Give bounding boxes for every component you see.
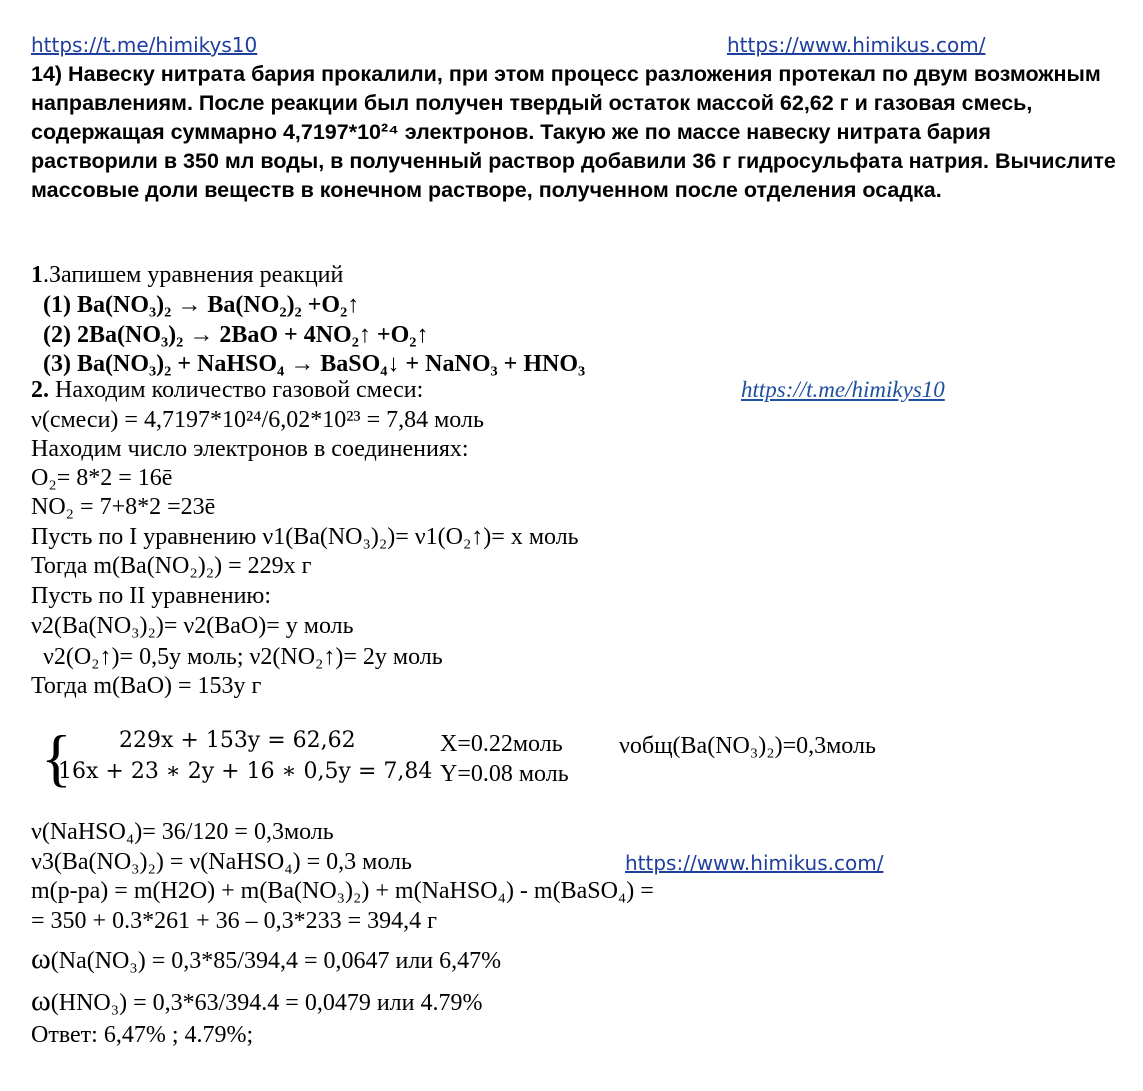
system-brace: {	[41, 722, 72, 793]
reaction-3: (3) Ba(NO₃)₂ + NaHSO₄ → BaSO₄↓ + NaNO₃ + HNO₃	[43, 351, 586, 377]
omega-hno3-text: (HNO₃) = 0,3*63/394.4 = 0,0479 или 4.79%	[50, 990, 483, 1016]
reaction-1: (1) Ba(NO₃)₂ → Ba(NO₂)₂ +O₂↑	[43, 292, 360, 318]
mass-ba-no2: Тогда m(Ba(NO₂)₂) = 229x г	[31, 553, 312, 579]
telegram-link-2[interactable]: https://t.me/himikys10	[741, 377, 945, 402]
step2-heading	[31, 375, 423, 405]
moles-eq2: ν2(Ba(NO₃)₂)= ν2(BaO)= y моль	[31, 613, 354, 639]
step2-title: Находим количество газовой смеси:	[49, 377, 424, 403]
x-result: X=0.22моль	[440, 731, 563, 757]
answer: Ответ: 6,47% ; 4.79%;	[31, 1022, 254, 1048]
o2-electrons: O₂= 8*2 = 16ē	[31, 465, 173, 491]
total-moles: νобщ(Ba(NO₃)₂)=0,3моль	[619, 733, 876, 759]
mass-bao: Тогда m(BaO) = 153y г	[31, 673, 262, 699]
telegram-link[interactable]: https://t.me/himikys10	[31, 33, 258, 57]
electrons-heading: Находим число электронов в соединениях:	[31, 436, 469, 462]
step1-title: .Запишем уравнения реакций	[43, 262, 344, 288]
assume-eq1: Пусть по I уравнению ν1(Ba(NO₃)₂)= ν1(O₂↑)= x моль	[31, 524, 579, 550]
moles-gases-eq2: ν2(O₂↑)= 0,5y моль; ν2(NO₂↑)= 2y моль	[43, 644, 443, 670]
omega-hno3	[31, 986, 483, 1018]
step1-heading	[31, 260, 343, 290]
nahso4-moles: ν(NaHSO₄)= 36/120 = 0,3моль	[31, 819, 334, 845]
omega-nano3	[31, 944, 501, 976]
reaction-2: (2) 2Ba(NO₃)₂ → 2BaO + 4NO₂↑ +O₂↑	[43, 322, 429, 348]
ba-no3-moles-eq3: ν3(Ba(NO₃)₂) = ν(NaHSO₄) = 0,3 моль	[31, 849, 412, 875]
step1-number: 1	[31, 262, 43, 288]
solution-mass-value: = 350 + 0.3*261 + 36 – 0,3*233 = 394,4 г	[31, 908, 437, 934]
mixture-amount: ν(смеси) = 4,7197*10²⁴/6,02*10²³ = 7,84 моль	[31, 407, 484, 433]
step2-number: 2.	[31, 377, 49, 403]
problem-statement: 14) Навеску нитрата бария прокалили, при этом процесс разложения протекал по двум возможным направлениям. После реакции был получен твердый остаток массой 62,62 г и газовая смесь, содержащая суммарно 4,7197*10²⁴ электронов. Такую же по массе навеску нитрата бария растворили в 350 мл воды, в полученный раствор добавили 36 г гидросульфата натрия. Вычислите массовые доли веществ в конечном растворе, полученном после отделения осадка.	[31, 62, 1116, 202]
no2-electrons: NO₂ = 7+8*2 =23ē	[31, 494, 216, 520]
omega-symbol-2: ω	[31, 984, 51, 1017]
solution-mass-formula: m(р-ра) = m(H2O) + m(Ba(NO₃)₂) + m(NaHSO₄) - m(BaSO₄) =	[31, 878, 654, 904]
assume-eq2: Пусть по II уравнению:	[31, 583, 272, 609]
system-equation-1: 229x + 153y = 62,62	[119, 728, 356, 753]
y-result: Y=0.08 моль	[440, 761, 569, 787]
site-link-2[interactable]: https://www.himikus.com/	[625, 851, 884, 875]
site-link[interactable]: https://www.himikus.com/	[727, 33, 986, 57]
omega-symbol-1: ω	[31, 942, 51, 975]
omega-nano3-text: (Na(NO₃) = 0,3*85/394,4 = 0,0647 или 6,47%	[50, 948, 502, 974]
system-equation-2: 16x + 23 ∗ 2y + 16 ∗ 0,5y = 7,84	[58, 759, 433, 784]
